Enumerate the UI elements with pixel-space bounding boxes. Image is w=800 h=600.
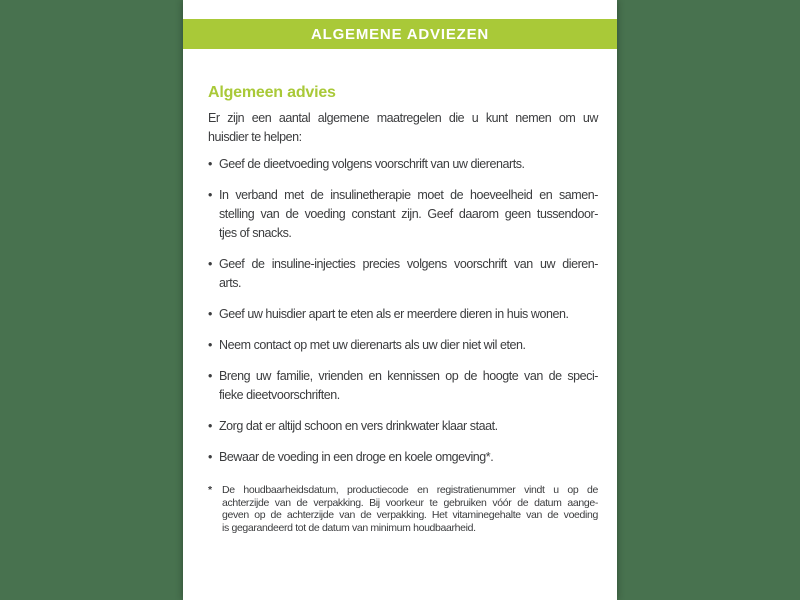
bullet-text bbox=[219, 417, 598, 436]
text-line: Bewaar de voeding in een droge en koele omgeving*. bbox=[219, 450, 494, 464]
bullet-text bbox=[219, 155, 598, 174]
bullet-item bbox=[208, 305, 598, 324]
intro-paragraph bbox=[208, 109, 598, 147]
bullet-text bbox=[219, 448, 598, 467]
bullet-list bbox=[208, 155, 598, 467]
bullet-item bbox=[208, 367, 598, 405]
bullet-text bbox=[219, 305, 598, 324]
text-line: Geef uw huisdier apart te eten als er meerdere dieren in huis wonen. bbox=[219, 307, 569, 321]
text-line: tjes of snacks. bbox=[219, 226, 292, 240]
brochure-page bbox=[183, 0, 617, 600]
text-line: is gegarandeerd tot de datum van minimum houdbaarheid. bbox=[222, 521, 476, 534]
footnote bbox=[208, 484, 598, 534]
bullet-text bbox=[219, 255, 598, 293]
bullet-icon: • bbox=[208, 188, 213, 202]
text-line: arts. bbox=[219, 276, 242, 290]
page-header-bar bbox=[183, 19, 617, 49]
bullet-icon: • bbox=[208, 307, 213, 321]
bullet-icon: • bbox=[208, 450, 213, 464]
bullet-icon: • bbox=[208, 157, 213, 171]
text-line: achterzijde van de verpakking. Bij voorkeur te gebruiken vóór de datum aange- bbox=[222, 496, 598, 509]
text-line: In verband met de insulinetherapie moet de hoeveelheid en samen- bbox=[219, 188, 598, 202]
text-line: Geef de insuline-injecties precies volgens voorschrift van uw dieren- bbox=[219, 257, 598, 271]
bullet-icon: • bbox=[208, 419, 213, 433]
section-title: Algemeen advies bbox=[208, 84, 336, 101]
page-content bbox=[208, 49, 598, 534]
text-line: Geef de dieetvoeding volgens voorschrift van uw dierenarts. bbox=[219, 157, 525, 171]
footnote-asterisk-icon: * bbox=[208, 484, 213, 496]
bullet-item bbox=[208, 155, 598, 174]
text-line: De houdbaarheidsdatum, productiecode en registratienummer vindt u op de bbox=[222, 484, 598, 496]
bullet-icon: • bbox=[208, 257, 213, 271]
text-line: huisdier te helpen: bbox=[208, 130, 302, 144]
bullet-text bbox=[219, 186, 598, 243]
text-line: Zorg dat er altijd schoon en vers drinkwater klaar staat. bbox=[219, 419, 498, 433]
text-line: Neem contact op met uw dierenarts als uw dier niet wil eten. bbox=[219, 338, 526, 352]
bullet-icon: • bbox=[208, 369, 213, 383]
text-line: geven op de achterzijde van de verpakking. Het vitaminegehalte van de voeding bbox=[222, 509, 598, 521]
bullet-item bbox=[208, 448, 598, 467]
bullet-item bbox=[208, 255, 598, 293]
text-line: Er zijn een aantal algemene maatregelen die u kunt nemen om uw bbox=[208, 111, 598, 125]
text-line: Breng uw familie, vrienden en kennissen op de hoogte van de speci- bbox=[219, 369, 598, 383]
bullet-item bbox=[208, 417, 598, 436]
bullet-item bbox=[208, 186, 598, 243]
text-line: fieke dieetvoorschriften. bbox=[219, 388, 340, 402]
page-header-title: ALGEMENE ADVIEZEN bbox=[310, 25, 490, 43]
bullet-icon: • bbox=[208, 338, 213, 352]
bullet-text bbox=[219, 367, 598, 405]
text-line: stelling van de voeding constant zijn. Geef daarom geen tussendoor- bbox=[219, 207, 598, 221]
bullet-item bbox=[208, 336, 598, 355]
bullet-text bbox=[219, 336, 598, 355]
footnote-text bbox=[222, 484, 598, 534]
